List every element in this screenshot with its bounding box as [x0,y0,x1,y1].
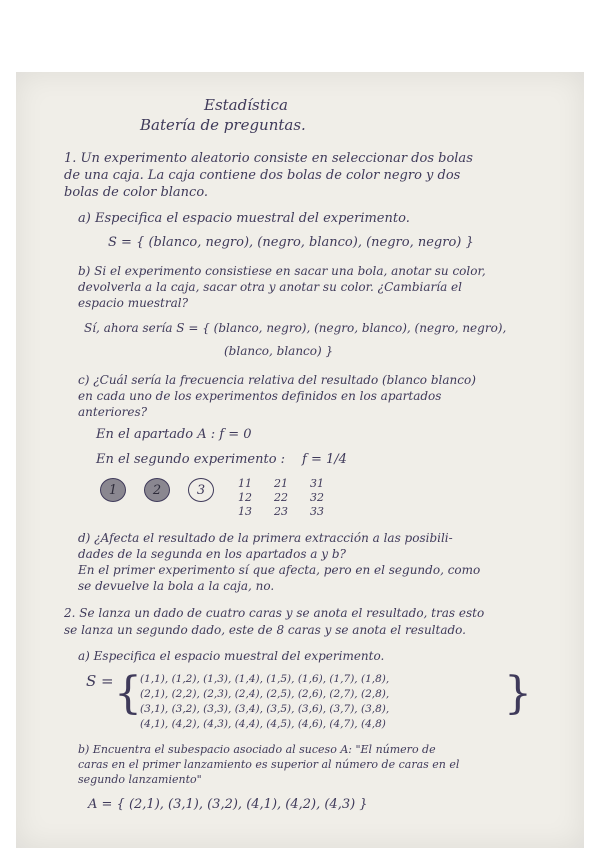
q2a-row: (1,1), (1,2), (1,3), (1,4), (1,5), (1,6), (1,7), (1,8), [140,673,390,685]
q1c-question-line: en cada uno de los experimentos definidos en los apartados [78,389,442,403]
q1a-answer: S = { (blanco, negro), (negro, blanco), (negro, negro) } [108,235,474,250]
q1c-question-line: anteriores? [78,405,148,419]
q1-statement-line: bolas de color blanco. [64,185,209,200]
grid-cell: 21 [274,477,288,490]
grid-cell: 33 [310,505,324,518]
q1b-answer-line: Sí, ahora sería S = { (blanco, negro), (negro, blanco), (negro, negro), [84,321,507,335]
q1b-question-line: espacio muestral? [78,296,189,310]
q2b-question-line: segundo lanzamiento" [78,773,202,786]
page-subtitle: Batería de preguntas. [140,116,306,134]
right-brace: } [504,668,532,719]
grid-cell: 22 [274,491,288,504]
grid-cell: 11 [238,477,252,490]
q1b-question-line: devolverla a la caja, sacar otra y anotar su color. ¿Cambiaría el [78,280,462,294]
notebook-page [16,72,584,848]
q2-statement-line: se lanza un segundo dado, este de 8 caras y se anota el resultado. [64,623,466,637]
q1b-answer-line: (blanco, blanco) } [224,344,334,358]
q2a-row: (3,1), (3,2), (3,3), (3,4), (3,5), (3,6), (3,7), (3,8), [140,703,390,715]
q1a-question: a) Especifica el espacio muestral del experimento. [78,211,410,226]
left-brace: { [114,668,142,719]
q2a-row: (4,1), (4,2), (4,3), (4,4), (4,5), (4,6), (4,7), (4,8) [140,718,386,730]
q1d-question-line: dades de la segunda en los apartados a y b? [78,547,346,561]
grid-cell: 13 [238,505,252,518]
page-title: Estadística [204,96,288,114]
grid-cell: 32 [310,491,324,504]
ball-1: 1 [100,478,126,502]
q2a-row: (2,1), (2,2), (2,3), (2,4), (2,5), (2,6), (2,7), (2,8), [140,688,390,700]
q2a-question: a) Especifica el espacio muestral del experimento. [78,649,385,663]
q1c-question-line: c) ¿Cuál sería la frecuencia relativa del resultado (blanco blanco) [78,373,476,387]
q1c-answer-second-value: f = 1/4 [302,452,347,467]
grid-cell: 12 [238,491,252,504]
q2a-set-label: S = [86,672,114,690]
q1c-answer-second-label: En el segundo experimento : [96,452,286,467]
q2b-question-line: caras en el primer lanzamiento es superior al número de caras en el [78,758,460,771]
q1d-question-line: d) ¿Afecta el resultado de la primera extracción a las posibili- [78,531,453,545]
ball-3: 3 [188,478,214,502]
q1d-answer-line: En el primer experimento sí que afecta, pero en el segundo, como [78,563,481,577]
q1c-answer-a: En el apartado A : f = 0 [96,427,252,442]
q2b-answer: A = { (2,1), (3,1), (3,2), (4,1), (4,2), (4,3) } [88,797,368,812]
ball-2: 2 [144,478,170,502]
q1d-answer-line: se devuelve la bola a la caja, no. [78,579,275,593]
grid-cell: 31 [310,477,324,490]
q1b-question-line: b) Si el experimento consistiese en sacar una bola, anotar su color, [78,264,486,278]
grid-cell: 23 [274,505,288,518]
q2b-question-line: b) Encuentra el subespacio asociado al suceso A: "El número de [78,743,436,756]
q2-statement-line: 2. Se lanza un dado de cuatro caras y se anota el resultado, tras esto [64,606,485,620]
q1-statement-line: de una caja. La caja contiene dos bolas de color negro y dos [64,168,461,183]
q1-statement-line: 1. Un experimento aleatorio consiste en seleccionar dos bolas [64,151,473,166]
